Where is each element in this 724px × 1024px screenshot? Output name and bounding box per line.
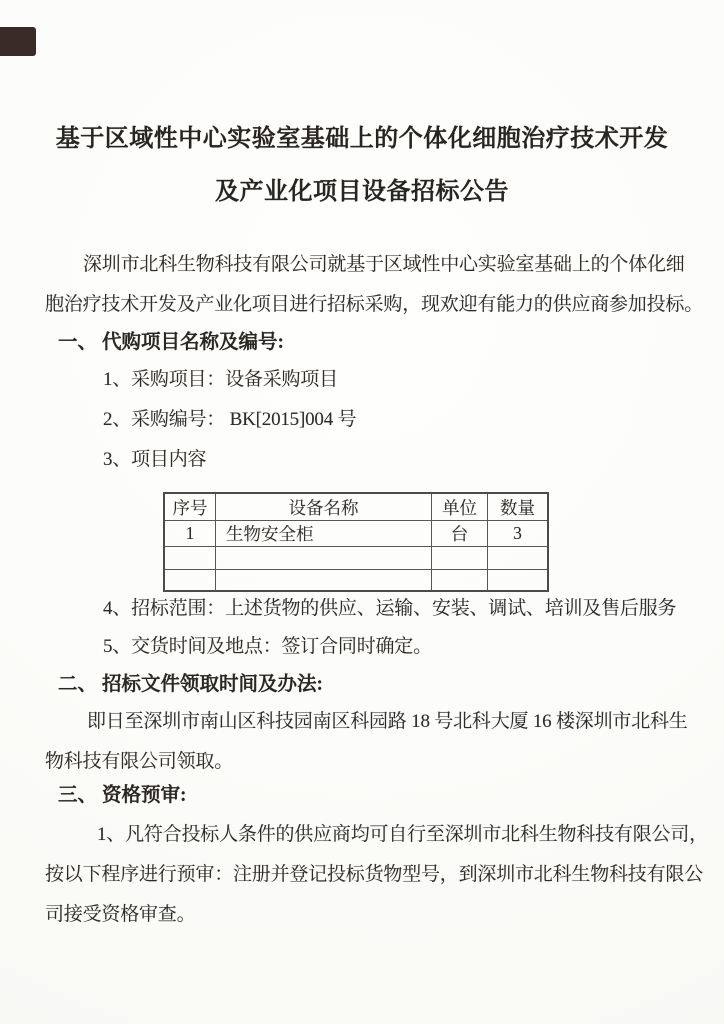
section3-heading	[58, 779, 187, 807]
section2-paragraph	[45, 702, 688, 782]
header-cell-index: 序号	[164, 493, 216, 521]
intro-line-1: 深圳市北科生物科技有限公司就基于区域性中心实验室基础上的个体化细	[83, 254, 685, 275]
header-cell-unit: 单位	[432, 493, 488, 521]
intro-line-2: 胞治疗技术开发及产业化项目进行招标采购，现欢迎有能力的供应商参加投标。	[45, 294, 704, 315]
section1-heading	[58, 326, 284, 354]
doc-title-line1: 基于区域性中心实验室基础上的个体化细胞治疗技术开发	[55, 126, 669, 152]
section1-item-3: 3、项目内容	[103, 449, 207, 470]
section3-line-2: 按以下程序进行预审：注册并登记投标货物型号，到深圳市北科生物科技有限公	[45, 864, 704, 885]
section2-heading	[58, 668, 323, 696]
section3-line-3: 司接受资格审查。	[45, 904, 196, 925]
section3-line-1: 1、凡符合投标人条件的供应商均可自行至深圳市北科生物科技有限公司，	[97, 824, 708, 845]
section1-item-5: 5、交货时间及地点：签订合同时确定。	[103, 636, 432, 657]
cell-index	[164, 547, 216, 570]
cell-name	[216, 570, 432, 592]
cell-unit	[432, 570, 488, 592]
section2-number: 二、	[58, 674, 98, 695]
header-cell-quantity: 数量	[488, 493, 549, 521]
section1-title: 代购项目名称及编号:	[102, 332, 285, 353]
cell-quantity	[488, 570, 549, 592]
section2-line-2: 物科技有限公司领取。	[45, 751, 234, 772]
cell-name: 生物安全柜	[216, 521, 432, 547]
cell-unit: 台	[432, 521, 488, 547]
cell-quantity: 3	[488, 521, 549, 547]
section3-number: 三、	[58, 785, 98, 806]
table-row	[164, 521, 548, 547]
table-row	[164, 570, 548, 592]
section1-item-1: 1、采购项目：设备采购项目	[103, 369, 338, 390]
equipment-table-header-row	[164, 493, 548, 521]
scan-artifact	[0, 27, 36, 56]
cell-unit	[432, 547, 488, 570]
section3-paragraph	[45, 815, 708, 935]
section2-title: 招标文件领取时间及办法:	[102, 674, 324, 695]
intro-paragraph	[45, 245, 704, 325]
doc-title-line2: 及产业化项目设备招标公告	[215, 179, 509, 205]
section3-title: 资格预审:	[102, 785, 187, 806]
header-cell-name: 设备名称	[216, 493, 432, 521]
section1-item-2: 2、采购编号： BK[2015]004 号	[103, 409, 357, 430]
equipment-table	[163, 492, 549, 592]
section2-line-1: 即日至深圳市南山区科技园南区科园路 18 号北科大厦 16 楼深圳市北科生	[87, 711, 688, 732]
table-row	[164, 547, 548, 570]
cell-quantity	[488, 547, 549, 570]
cell-index: 1	[164, 521, 216, 547]
cell-index	[164, 570, 216, 592]
section1-item-4: 4、招标范围：上述货物的供应、运输、安装、调试、培训及售后服务	[103, 598, 677, 619]
section1-number: 一、	[58, 332, 98, 353]
cell-name	[216, 547, 432, 570]
